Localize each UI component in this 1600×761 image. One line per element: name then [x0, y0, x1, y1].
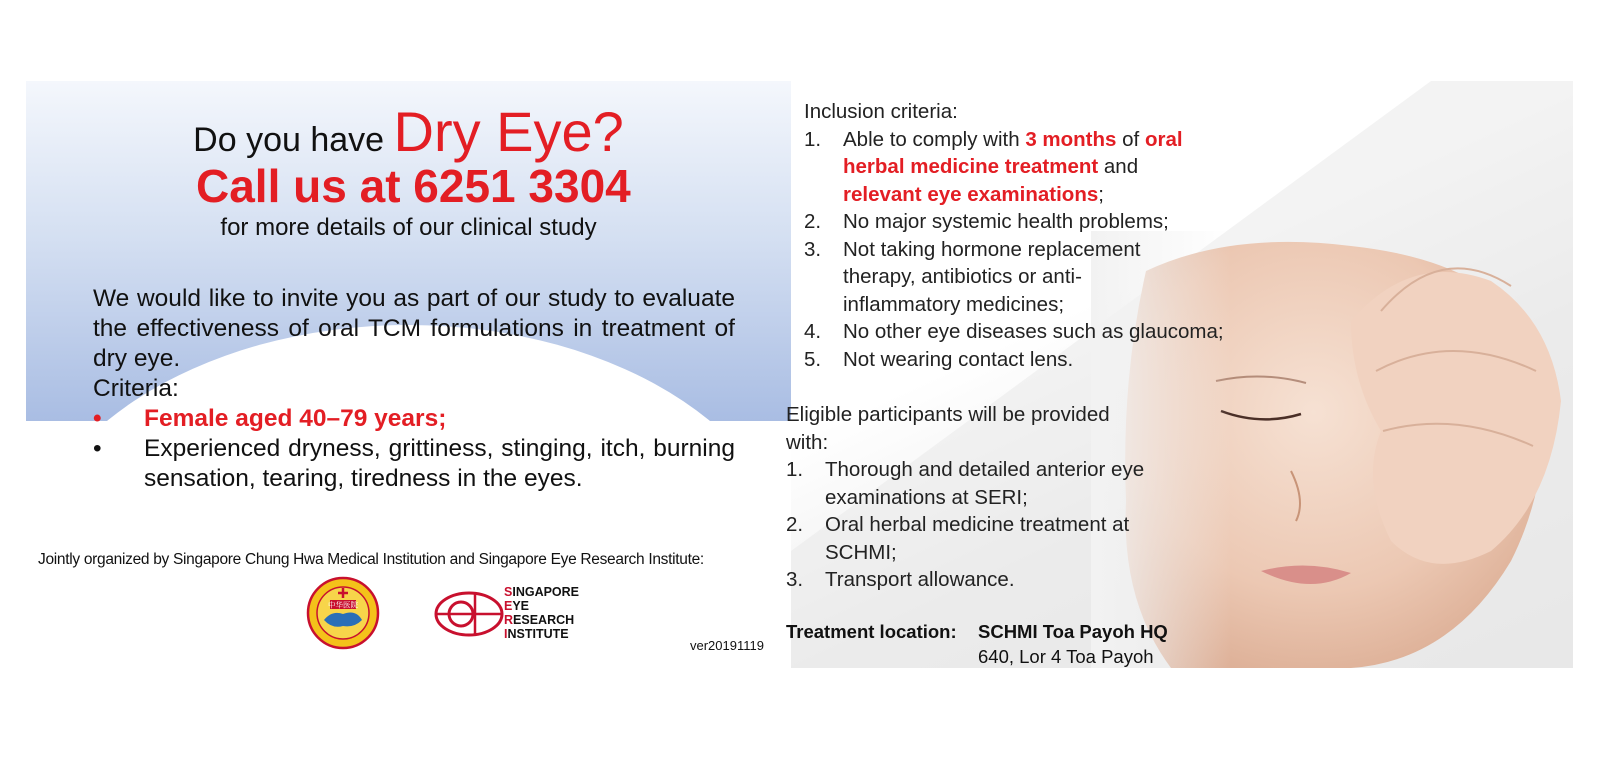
seri-line: [504, 585, 579, 599]
highlight-text: 3 months: [1025, 127, 1117, 151]
seri-rest: NSTITUTE: [507, 627, 569, 641]
location-name: SCHMI Toa Payoh HQ: [978, 621, 1168, 642]
chmi-logo: [306, 576, 380, 650]
jointly-organized: Jointly organized by Singapore Chung Hwa Medical Institution and Singapore Eye Research Institute:: [38, 551, 704, 568]
list-text: Oral herbal medicine treatment at SCHMI;: [825, 513, 1130, 564]
list-text: Not wearing contact lens.: [843, 347, 1074, 371]
headline-highlight: Dry Eye?: [393, 100, 624, 163]
list-item: [786, 511, 1145, 566]
version-label: ver20191119: [690, 638, 764, 653]
seri-rest: YE: [512, 599, 530, 613]
list-text: Not taking hormone replacement therapy, antibiotics or anti-inflammatory medicines;: [843, 237, 1141, 316]
headline-prefix: Do you have: [193, 121, 394, 159]
list-number: 3.: [804, 237, 822, 261]
list-number: 2.: [786, 513, 804, 536]
intro-block: [93, 284, 735, 494]
list-item: [804, 236, 1163, 319]
inclusion-criteria-block: [804, 98, 1244, 373]
seri-logo-text: [504, 585, 579, 641]
intro-paragraph: We would like to invite you as part of our study to evaluate the effectiveness of oral TCM formulations in treatment of dry eye.: [93, 285, 735, 372]
list-text: No major systemic health problems;: [843, 210, 1169, 233]
criteria-label: Criteria:: [93, 375, 179, 402]
list-text: and: [1098, 155, 1139, 178]
list-text: Able to comply with: [843, 127, 1026, 151]
inclusion-list: [804, 126, 1244, 374]
seri-line: [504, 599, 579, 613]
seri-initial: S: [504, 585, 513, 599]
list-number: 2.: [804, 210, 822, 233]
eligible-block: [786, 401, 1166, 594]
list-item: [786, 456, 1166, 511]
seri-line: [504, 613, 579, 627]
subline: for more details of our clinical study: [220, 214, 597, 241]
inclusion-label: Inclusion criteria:: [804, 100, 958, 123]
list-text: Transport allowance.: [825, 568, 1015, 591]
seri-initial: R: [504, 613, 514, 627]
list-item: [786, 566, 1166, 594]
eligible-label: Eligible participants will be provided with:: [786, 403, 1110, 454]
criteria-item: [93, 434, 735, 494]
list-number: 4.: [804, 320, 822, 343]
list-text: Thorough and detailed anterior eye examinations at SERI;: [825, 458, 1145, 509]
seri-rest: INGAPORE: [512, 585, 580, 599]
list-text: of: [1116, 127, 1145, 151]
right-panel: [786, 81, 1573, 668]
list-item: [804, 126, 1244, 209]
highlight-text: relevant eye examinations: [843, 182, 1099, 206]
seri-line: [504, 627, 579, 641]
seri-initial: E: [504, 599, 513, 613]
location-address: 640, Lor 4 Toa Payoh: [978, 646, 1154, 667]
list-number: 5.: [804, 347, 822, 371]
list-number: 3.: [786, 568, 804, 591]
list-number: 1.: [804, 127, 822, 151]
chmi-logo-text: 中华医院: [328, 600, 358, 610]
criteria-item: [93, 404, 735, 434]
criteria-text: Experienced dryness, grittiness, stinging, itch, burning sensation, tearing, tiredness in the eyes.: [144, 435, 735, 492]
list-text: No other eye diseases such as glaucoma;: [843, 320, 1224, 343]
list-item: [804, 346, 1244, 374]
bullet: •: [93, 435, 102, 462]
list-item: [804, 318, 1244, 346]
call-line: Call us at 6251 3304: [196, 160, 631, 212]
location-label: Treatment location:: [786, 621, 957, 642]
eligible-list: [786, 456, 1166, 594]
list-text: ;: [1098, 182, 1104, 206]
criteria-text: Female aged 40–79 years;: [144, 405, 447, 432]
highlight-text: oral herbal medicine treatment: [843, 127, 1183, 178]
list-item: [804, 208, 1244, 236]
seri-initial: I: [504, 627, 508, 641]
list-number: 1.: [786, 458, 804, 481]
left-panel: [26, 81, 791, 668]
bullet: •: [93, 405, 102, 432]
headline: [26, 99, 791, 164]
seri-rest: ESEARCH: [513, 613, 575, 627]
